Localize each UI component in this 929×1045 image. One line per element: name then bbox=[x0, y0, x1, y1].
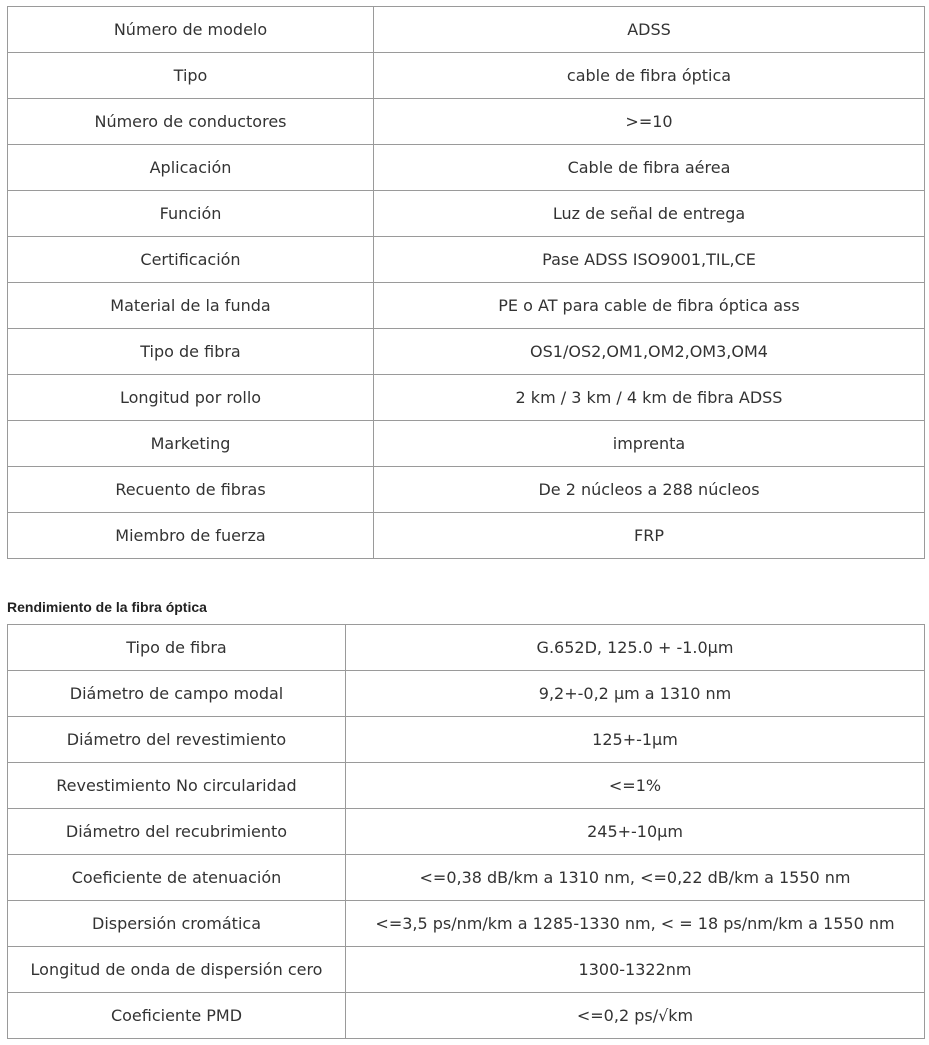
table-row bbox=[8, 513, 925, 559]
table-row bbox=[8, 671, 925, 717]
table-row bbox=[8, 763, 925, 809]
spec-label: Certificación bbox=[8, 237, 374, 283]
table-row bbox=[8, 283, 925, 329]
spec-value: >=10 bbox=[374, 99, 925, 145]
spec-label: Número de modelo bbox=[8, 7, 374, 53]
table-row bbox=[8, 99, 925, 145]
spec-label: Diámetro del revestimiento bbox=[8, 717, 346, 763]
table-row bbox=[8, 855, 925, 901]
spec-label: Marketing bbox=[8, 421, 374, 467]
table-row bbox=[8, 993, 925, 1039]
spec-value: Luz de señal de entrega bbox=[374, 191, 925, 237]
spec-value: cable de fibra óptica bbox=[374, 53, 925, 99]
spec-value: 125+-1μm bbox=[346, 717, 925, 763]
table-row bbox=[8, 467, 925, 513]
spec-label: Tipo de fibra bbox=[8, 625, 346, 671]
spec-label: Dispersión cromática bbox=[8, 901, 346, 947]
spec-label: Diámetro de campo modal bbox=[8, 671, 346, 717]
spec-label: Coeficiente de atenuación bbox=[8, 855, 346, 901]
spec-value: imprenta bbox=[374, 421, 925, 467]
table-row bbox=[8, 717, 925, 763]
spec-label: Revestimiento No circularidad bbox=[8, 763, 346, 809]
spec-value: 1300-1322nm bbox=[346, 947, 925, 993]
spec-value: G.652D, 125.0 + -1.0μm bbox=[346, 625, 925, 671]
section-heading: Rendimiento de la fibra óptica bbox=[7, 599, 207, 615]
spec-label: Tipo bbox=[8, 53, 374, 99]
spec-label: Material de la funda bbox=[8, 283, 374, 329]
spec-value: 9,2+-0,2 μm a 1310 nm bbox=[346, 671, 925, 717]
spec-value: 245+-10μm bbox=[346, 809, 925, 855]
spec-label: Tipo de fibra bbox=[8, 329, 374, 375]
spec-label: Aplicación bbox=[8, 145, 374, 191]
spec-value: <=0,38 dB/km a 1310 nm, <=0,22 dB/km a 1550 nm bbox=[346, 855, 925, 901]
spec-label: Longitud por rollo bbox=[8, 375, 374, 421]
spec-label: Número de conductores bbox=[8, 99, 374, 145]
spec-value: Pase ADSS ISO9001,TIL,CE bbox=[374, 237, 925, 283]
table-row bbox=[8, 625, 925, 671]
table-row bbox=[8, 237, 925, 283]
spec-label: Recuento de fibras bbox=[8, 467, 374, 513]
spec-value: FRP bbox=[374, 513, 925, 559]
table-row bbox=[8, 947, 925, 993]
spec-label: Longitud de onda de dispersión cero bbox=[8, 947, 346, 993]
table-row bbox=[8, 145, 925, 191]
table-row bbox=[8, 809, 925, 855]
spec-label: Función bbox=[8, 191, 374, 237]
table-row bbox=[8, 7, 925, 53]
table-row bbox=[8, 375, 925, 421]
spec-value: OS1/OS2,OM1,OM2,OM3,OM4 bbox=[374, 329, 925, 375]
spec-value: PE o AT para cable de fibra óptica ass bbox=[374, 283, 925, 329]
product-spec-table bbox=[7, 6, 925, 559]
spec-value: 2 km / 3 km / 4 km de fibra ADSS bbox=[374, 375, 925, 421]
spec-label: Miembro de fuerza bbox=[8, 513, 374, 559]
fiber-performance-table bbox=[7, 624, 925, 1039]
table-row bbox=[8, 901, 925, 947]
spec-value: De 2 núcleos a 288 núcleos bbox=[374, 467, 925, 513]
spec-value: ADSS bbox=[374, 7, 925, 53]
table-row bbox=[8, 53, 925, 99]
table-row bbox=[8, 329, 925, 375]
spec-value: <=3,5 ps/nm/km a 1285-1330 nm, < = 18 ps/nm/km a 1550 nm bbox=[346, 901, 925, 947]
spec-value: Cable de fibra aérea bbox=[374, 145, 925, 191]
spec-label: Coeficiente PMD bbox=[8, 993, 346, 1039]
spec-value: <=1% bbox=[346, 763, 925, 809]
table-row bbox=[8, 191, 925, 237]
spec-value: <=0,2 ps/√km bbox=[346, 993, 925, 1039]
spec-label: Diámetro del recubrimiento bbox=[8, 809, 346, 855]
table-row bbox=[8, 421, 925, 467]
